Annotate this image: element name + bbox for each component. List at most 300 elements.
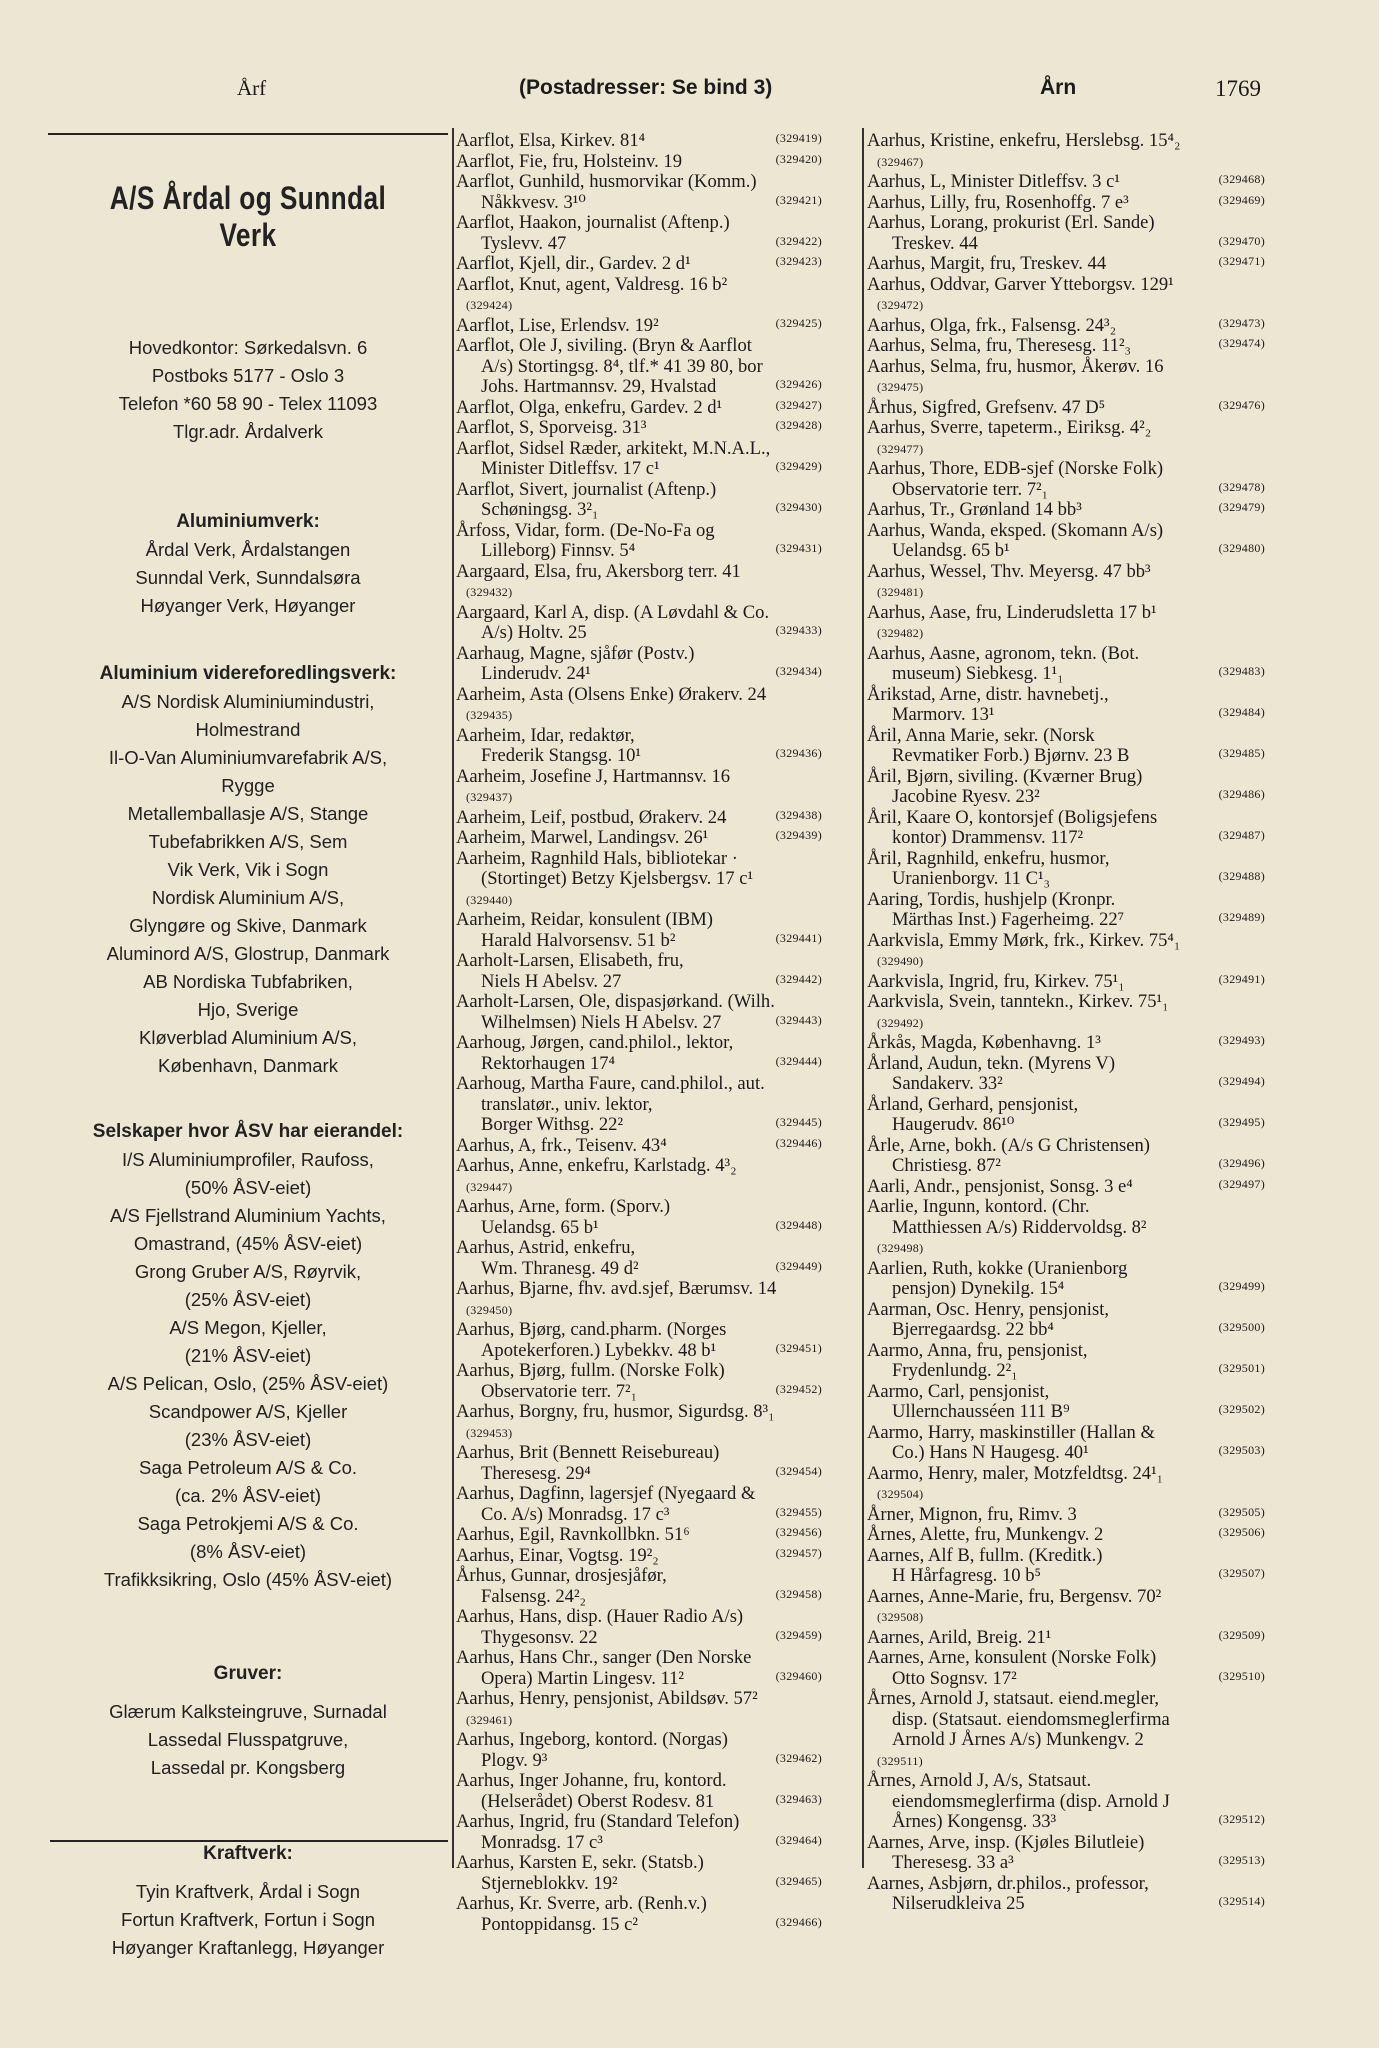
listing-entry bbox=[456, 418, 824, 439]
listing-continuation: Frydenlundg. 2²₁ bbox=[892, 1360, 1018, 1381]
ad-section-line: København, Danmark bbox=[158, 1055, 338, 1076]
listing-number: (329420) bbox=[775, 151, 822, 166]
listing-entry bbox=[456, 131, 824, 152]
listing-number: (329505) bbox=[1218, 1504, 1265, 1519]
listing-entry bbox=[456, 910, 824, 951]
listing-number: (329477) bbox=[877, 441, 924, 456]
listing-number: (329513) bbox=[1218, 1853, 1265, 1867]
listing-continuation: Theresesg. 29⁴ bbox=[481, 1462, 591, 1484]
listing-name: Aarhus, Sverre, tapeterm., Eiriksg. 4²₂ bbox=[867, 417, 1152, 438]
listing-name: Aarmo, Henry, maler, Motzfeldtsg. 24¹₁ bbox=[867, 1462, 1164, 1484]
listing-continuation: Niels H Abelsv. 27 bbox=[481, 970, 622, 992]
listing-number: (329438) bbox=[775, 807, 822, 822]
listing-name: Århus, Sigfred, Grefsenv. 47 D⁵ bbox=[867, 396, 1106, 418]
listing-name: Aarflot, Haakon, journalist (Aftenp.) bbox=[456, 212, 730, 233]
ad-section-line: Lassedal pr. Kongsberg bbox=[150, 1757, 346, 1778]
listing-name: Aarhus, Bjarne, fhv. avd.sjef, Bærumsv. 14 bbox=[456, 1278, 777, 1299]
listing-number: (329462) bbox=[775, 1750, 822, 1765]
listing-continuation: Ullernchausséen 111 B⁹ bbox=[892, 1401, 1070, 1422]
listing-entry bbox=[456, 1566, 824, 1607]
listing-name: Åril, Bjørn, siviling. (Kværner Brug) bbox=[867, 765, 1143, 787]
listing-number: (329465) bbox=[775, 1873, 822, 1888]
listing-entry bbox=[867, 1054, 1267, 1095]
listing-entry bbox=[456, 808, 824, 829]
listing-name: Aarnes, Asbjørn, dr.philos., professor, bbox=[867, 1872, 1149, 1894]
listing-number: (329480) bbox=[1218, 541, 1265, 555]
listing-number: (329425) bbox=[775, 315, 822, 330]
listing-number-line bbox=[867, 623, 1267, 644]
listing-continuation: kontor) Drammensv. 117² bbox=[892, 827, 1084, 848]
listing-number: (329485) bbox=[1218, 746, 1265, 760]
listing-name: Aarhus, Bjørg, fullm. (Norske Folk) bbox=[456, 1360, 725, 1381]
listing-entry bbox=[456, 726, 824, 767]
listing-name: Aarhus, Ingrid, fru (Standard Telefon) bbox=[456, 1811, 740, 1832]
listing-entry bbox=[456, 398, 824, 419]
listing-entry bbox=[867, 1259, 1267, 1300]
listing-continuation: Uelandsg. 65 b¹ bbox=[892, 540, 1010, 561]
listing-number: (329498) bbox=[877, 1241, 924, 1255]
listing-number: (329451) bbox=[775, 1340, 822, 1355]
listing-continuation: Johs. Hartmannsv. 29, Hvalstad bbox=[481, 376, 717, 397]
listing-entry bbox=[867, 193, 1267, 214]
listing-name: Aargaard, Karl A, disp. (A Løvdahl & Co. bbox=[456, 601, 770, 623]
ad-section bbox=[48, 508, 448, 620]
listing-entry bbox=[867, 1177, 1267, 1198]
listing-number-line bbox=[456, 1710, 824, 1731]
listing-entry bbox=[867, 357, 1267, 398]
listing-number: (329441) bbox=[775, 930, 822, 945]
listing-number-line bbox=[456, 890, 824, 911]
listing-number: (329482) bbox=[877, 626, 924, 640]
listing-number-line bbox=[456, 1300, 824, 1321]
ad-section-heading: Selskaper hvor ÅSV har eierandel: bbox=[92, 1121, 404, 1142]
listing-entry bbox=[456, 1033, 824, 1074]
listing-continuation: (Helserådet) Oberst Rodesv. 81 bbox=[481, 1790, 715, 1812]
listing-name: Aarhus, Kristine, enkefru, Herslebsg. 15⁴₂ bbox=[867, 130, 1181, 151]
listing-number: (329429) bbox=[775, 459, 822, 473]
listing-number: (329474) bbox=[1218, 336, 1265, 350]
listing-number: (329493) bbox=[1218, 1033, 1265, 1047]
ad-sections bbox=[48, 508, 448, 1962]
listing-continuation: Sandakerv. 33² bbox=[892, 1073, 1003, 1094]
listing-name: Aarhus, Einar, Vogtsg. 19²₂ bbox=[456, 1544, 659, 1566]
listing-number: (329448) bbox=[775, 1217, 822, 1232]
listing-continuation: Frederik Stangsg. 10¹ bbox=[481, 745, 641, 766]
listing-name: Aarflot, Sidsel Ræder, arkitekt, M.N.A.L., bbox=[456, 437, 771, 459]
listing-entry bbox=[456, 480, 824, 521]
listing-number: (329467) bbox=[877, 154, 924, 169]
listing-entry bbox=[456, 1279, 824, 1320]
header-center: (Postadresser: Se bind 3) bbox=[519, 76, 773, 99]
listing-number: (329512) bbox=[1218, 1812, 1265, 1826]
listing-name: Aarheim, Ragnhild Hals, bibliotekar · bbox=[456, 847, 738, 869]
listing-number-line bbox=[867, 1238, 1267, 1259]
ad-section-line: Holmestrand bbox=[195, 719, 301, 740]
ad-section-line: Rygge bbox=[221, 775, 275, 796]
listing-name: Aarlie, Ingunn, kontord. (Chr. bbox=[867, 1196, 1090, 1217]
listing-entry bbox=[867, 418, 1267, 459]
listing-name: Aarnes, Arild, Breig. 21¹ bbox=[867, 1626, 1052, 1648]
listing-number: (329456) bbox=[775, 1525, 822, 1539]
listing-continuation: Jacobine Ryesv. 23² bbox=[892, 786, 1040, 807]
listing-entry bbox=[867, 562, 1267, 603]
listing-name: Aaring, Tordis, hushjelp (Kronpr. bbox=[867, 888, 1116, 910]
listing-number: (329421) bbox=[775, 192, 822, 207]
listing-entry bbox=[456, 336, 824, 398]
listing-number: (329501) bbox=[1218, 1361, 1265, 1375]
listing-entry bbox=[456, 685, 824, 726]
listing-number: (329478) bbox=[1218, 479, 1265, 494]
listing-number-line bbox=[867, 152, 1267, 173]
listing-continuation: Wilhelmsen) Niels H Abelsv. 27 bbox=[481, 1011, 722, 1033]
listing-continuation: Harald Halvorsensv. 51 b² bbox=[481, 929, 676, 951]
listing-entry bbox=[456, 1361, 824, 1402]
listing-entry bbox=[867, 1525, 1267, 1546]
listing-number: (329476) bbox=[1218, 397, 1265, 412]
listing-name: Aarhus, Wanda, eksped. (Skomann A/s) bbox=[867, 519, 1164, 541]
listing-number: (329447) bbox=[466, 1179, 513, 1194]
listing-continuation: Tyslevv. 47 bbox=[481, 232, 567, 254]
listing-entry bbox=[456, 1607, 824, 1648]
ad-title: A/S Årdal og Sunndal Verk bbox=[109, 180, 387, 253]
listing-continuation: Christiesg. 87² bbox=[892, 1155, 1001, 1176]
listing-name: Aarhus, Thore, EDB-sjef (Norske Folk) bbox=[867, 458, 1164, 479]
ad-section-line: Omastrand, (45% ÅSV-eiet) bbox=[133, 1233, 363, 1254]
listing-number: (329455) bbox=[775, 1504, 822, 1519]
listing-name: Aarhaug, Magne, sjåfør (Postv.) bbox=[456, 642, 695, 664]
listing-number: (329440) bbox=[466, 892, 513, 907]
listing-continuation: Årnes) Kongensg. 33³ bbox=[892, 1811, 1057, 1832]
ad-section-line: Saga Petroleum A/S & Co. bbox=[138, 1457, 357, 1478]
column-divider-left bbox=[452, 128, 454, 1868]
header-rule bbox=[48, 133, 448, 135]
listing-entry bbox=[867, 336, 1267, 357]
listing-number: (329466) bbox=[775, 1914, 822, 1929]
listing-name: Aarheim, Josefine J, Hartmannsv. 16 bbox=[456, 765, 731, 787]
listing-continuation: Schøningsg. 3²₁ bbox=[481, 499, 599, 520]
listing-name: Årikstad, Arne, distr. havnebetj., bbox=[867, 683, 1109, 705]
listing-name: Aarflot, Kjell, dir., Gardev. 2 d¹ bbox=[456, 253, 691, 274]
listing-continuation: A/s) Holtv. 25 bbox=[481, 622, 587, 643]
listing-name: Aarflot, Ole J, siviling. (Bryn & Aarflot bbox=[456, 335, 752, 356]
ad-contact-line: Postboks 5177 - Oslo 3 bbox=[151, 365, 345, 386]
ad-section-heading: Gruver: bbox=[213, 1663, 283, 1684]
listing-name: Årland, Gerhard, pensjonist, bbox=[867, 1093, 1079, 1115]
ad-contact-line: Telefon *60 58 90 - Telex 11093 bbox=[118, 393, 378, 414]
listing-number: (329423) bbox=[775, 254, 822, 268]
listing-number: (329437) bbox=[466, 790, 513, 804]
listing-number: (329492) bbox=[877, 1015, 924, 1030]
listing-column-2 bbox=[867, 131, 1267, 1915]
listing-continuation: Uelandsg. 65 b¹ bbox=[481, 1216, 599, 1238]
listing-number: (329508) bbox=[877, 1610, 924, 1624]
listing-number: (329427) bbox=[775, 397, 822, 412]
page-number: 1769 bbox=[1215, 76, 1261, 101]
listing-entry bbox=[867, 1136, 1267, 1177]
listing-entry bbox=[867, 316, 1267, 337]
ad-section-line: Fortun Kraftverk, Fortun i Sogn bbox=[121, 1909, 375, 1930]
listing-entry bbox=[456, 1484, 824, 1525]
listing-number-line bbox=[456, 787, 824, 808]
ad-section-line: Metallemballasje A/S, Stange bbox=[127, 803, 369, 824]
listing-number: (329460) bbox=[775, 1668, 822, 1683]
listing-continuation: Arnold J Årnes A/s) Munkengv. 2 bbox=[892, 1729, 1144, 1750]
listing-number: (329494) bbox=[1218, 1074, 1265, 1088]
listing-name: Aarkvisla, Emmy Mørk, frk., Kirkev. 75⁴₁ bbox=[867, 929, 1181, 951]
header-left-word: Årf bbox=[237, 76, 267, 100]
listing-entry bbox=[456, 1525, 824, 1546]
listing-entry bbox=[867, 767, 1267, 808]
listing-continuation: H Hårfagresg. 10 b⁵ bbox=[892, 1565, 1041, 1586]
listing-number: (329444) bbox=[775, 1053, 822, 1068]
listing-number: (329504) bbox=[877, 1487, 924, 1501]
listing-entry bbox=[867, 254, 1267, 275]
listing-number-line bbox=[867, 1751, 1267, 1772]
listing-entry bbox=[867, 213, 1267, 254]
listing-number: (329442) bbox=[775, 971, 822, 986]
listing-name: Årnes, Arnold J, statsaut. eiend.megler, bbox=[867, 1688, 1160, 1709]
listing-number: (329473) bbox=[1218, 315, 1265, 330]
listing-number: (329489) bbox=[1218, 910, 1265, 924]
listing-entry bbox=[867, 1628, 1267, 1649]
listing-entry bbox=[867, 275, 1267, 316]
listing-name: Årnes, Alette, fru, Munkengv. 2 bbox=[867, 1524, 1104, 1545]
listing-continuation: eiendomsmeglerfirma (disp. Arnold J bbox=[892, 1790, 1170, 1812]
listing-entry bbox=[867, 992, 1267, 1033]
listing-number: (329454) bbox=[775, 1463, 822, 1478]
listing-continuation: A/s) Stortingsg. 8⁴, tlf.* 41 39 80, bor bbox=[481, 355, 763, 377]
listing-entry bbox=[456, 521, 824, 562]
listing-number: (329426) bbox=[775, 377, 822, 391]
ad-section-line: Høyanger Verk, Høyanger bbox=[140, 595, 356, 616]
listing-number: (329472) bbox=[877, 298, 924, 312]
listing-continuation: (Stortinget) Betzy Kjelsbergsv. 17 c¹ bbox=[481, 868, 754, 889]
listing-name: Aarheim, Idar, redaktør, bbox=[456, 724, 635, 746]
listing-entry bbox=[456, 439, 824, 480]
listing-name: Aarhus, Aasne, agronom, tekn. (Bot. bbox=[867, 642, 1140, 664]
listing-number: (329443) bbox=[775, 1012, 822, 1027]
listing-number: (329470) bbox=[1218, 233, 1265, 248]
ad-bottom-rule bbox=[50, 1840, 448, 1842]
listing-number: (329433) bbox=[775, 623, 822, 637]
listing-continuation: Linderudv. 24¹ bbox=[481, 663, 591, 684]
listing-continuation: Nilserudkleiva 25 bbox=[892, 1893, 1025, 1914]
listing-name: Aarhus, Tr., Grønland 14 bb³ bbox=[867, 499, 1082, 520]
listing-number: (329435) bbox=[466, 708, 513, 722]
listing-continuation: Thygesonsv. 22 bbox=[481, 1626, 598, 1648]
listing-entry bbox=[867, 1464, 1267, 1505]
listing-entry bbox=[867, 1587, 1267, 1628]
listing-number: (329461) bbox=[466, 1712, 513, 1727]
listing-number: (329445) bbox=[775, 1115, 822, 1129]
listing-name: Aarhus, Hans, disp. (Hauer Radio A/s) bbox=[456, 1606, 744, 1627]
listing-number-line bbox=[456, 582, 824, 603]
ad-section-line: Glærum Kalksteingruve, Surnadal bbox=[109, 1701, 387, 1722]
listing-name: Aarhus, L, Minister Ditleffsv. 3 c¹ bbox=[867, 171, 1120, 192]
listing-continuation: Nåkkvesv. 3¹⁰ bbox=[481, 191, 586, 213]
listing-entry bbox=[867, 459, 1267, 500]
listing-name: Aarhus, Anne, enkefru, Karlstadg. 4³₂ bbox=[456, 1155, 737, 1176]
ad-section bbox=[48, 1840, 448, 1962]
listing-number: (329488) bbox=[1218, 869, 1265, 883]
listing-entry bbox=[867, 1423, 1267, 1464]
listing-entry bbox=[867, 1382, 1267, 1423]
listing-name: Årfoss, Vidar, form. (De-No-Fa og bbox=[456, 519, 715, 541]
listing-number: (329431) bbox=[775, 541, 822, 555]
listing-entry bbox=[456, 1730, 824, 1771]
listing-entry bbox=[867, 1197, 1267, 1259]
ad-section-line: Høyanger Kraftanlegg, Høyanger bbox=[111, 1937, 385, 1958]
ad-section-heading: Aluminium videreforedlingsverk: bbox=[99, 663, 397, 684]
ad-section-line: Tyin Kraftverk, Årdal i Sogn bbox=[135, 1881, 361, 1902]
listing-entry bbox=[867, 1648, 1267, 1689]
ad-section-line: (50% ÅSV-eiet) bbox=[184, 1177, 312, 1198]
listing-entry bbox=[456, 951, 824, 992]
listing-entry bbox=[456, 1156, 824, 1197]
listing-number: (329490) bbox=[877, 954, 924, 968]
listing-name: Aarhus, Olga, frk., Falsensg. 24³₂ bbox=[867, 314, 1117, 336]
listing-name: Aarnes, Arve, insp. (Kjøles Bilutleie) bbox=[867, 1831, 1145, 1853]
listing-entry bbox=[456, 1402, 824, 1443]
listing-number: (329481) bbox=[877, 585, 924, 599]
listing-number: (329506) bbox=[1218, 1525, 1265, 1539]
listing-entry bbox=[867, 890, 1267, 931]
listing-name: Aarlien, Ruth, kokke (Uranienborg bbox=[867, 1257, 1128, 1279]
listing-name: Aarheim, Marwel, Landingsv. 26¹ bbox=[456, 827, 709, 848]
listing-name: Aarholt-Larsen, Ole, dispasjørkand. (Wilh. bbox=[456, 991, 775, 1012]
listing-name: Aarhus, Bjørg, cand.pharm. (Norges bbox=[456, 1319, 727, 1340]
ad-section-line: Aluminord A/S, Glostrup, Danmark bbox=[106, 943, 390, 964]
listing-continuation: Theresesg. 33 a³ bbox=[892, 1852, 1014, 1873]
listing-entry bbox=[456, 828, 824, 849]
listing-name: Aarflot, Olga, enkefru, Gardev. 2 d¹ bbox=[456, 396, 723, 418]
listing-entry bbox=[456, 644, 824, 685]
listing-number: (329446) bbox=[775, 1135, 822, 1150]
listing-entry bbox=[456, 562, 824, 603]
listing-number-line bbox=[456, 295, 824, 316]
listing-number: (329475) bbox=[877, 380, 924, 394]
listing-continuation: Rektorhaugen 17⁴ bbox=[481, 1052, 616, 1074]
listing-name: Aarheim, Reidar, konsulent (IBM) bbox=[456, 909, 713, 930]
listing-number-line bbox=[867, 377, 1267, 398]
listing-name: Aarholt-Larsen, Elisabeth, fru, bbox=[456, 950, 684, 971]
ad-section-line: Sunndal Verk, Sunndalsøra bbox=[135, 567, 361, 588]
listing-continuation: Observatorie terr. 7²₁ bbox=[481, 1380, 638, 1402]
listing-number: (329468) bbox=[1218, 172, 1265, 186]
listing-entry bbox=[867, 849, 1267, 890]
listing-entry bbox=[867, 1546, 1267, 1587]
listing-continuation: Revmatiker Forb.) Bjørnv. 23 B bbox=[892, 745, 1130, 766]
ad-section-line: Årdal Verk, Årdalstangen bbox=[145, 539, 351, 560]
ad-section bbox=[48, 660, 448, 1080]
listing-name: Aarhus, Selma, fru, husmor, Åkerøv. 16 bbox=[867, 355, 1164, 377]
listing-continuation: Minister Ditleffsv. 17 c¹ bbox=[481, 458, 660, 479]
listing-name: Aarmo, Carl, pensjonist, bbox=[867, 1380, 1050, 1402]
listing-entry bbox=[456, 1689, 824, 1730]
listing-number: (329487) bbox=[1218, 828, 1265, 842]
listing-entry bbox=[456, 275, 824, 316]
listing-number-line bbox=[867, 295, 1267, 316]
listing-continuation: Marmorv. 13¹ bbox=[892, 704, 995, 725]
listing-number-line bbox=[867, 439, 1267, 460]
listing-number: (329452) bbox=[775, 1381, 822, 1396]
listing-column-1 bbox=[456, 131, 824, 1935]
listing-name: Aargaard, Elsa, fru, Akersborg terr. 41 bbox=[456, 560, 741, 582]
ad-section bbox=[48, 1118, 448, 1594]
listing-entry bbox=[456, 1853, 824, 1894]
ad-section-line: (8% ÅSV-eiet) bbox=[189, 1541, 307, 1562]
ad-section-heading: Aluminiumverk: bbox=[176, 511, 320, 532]
ad-section-line: Grong Gruber A/S, Røyrvik, bbox=[134, 1261, 362, 1282]
listing-name: Aarflot, Fie, fru, Holsteinv. 19 bbox=[456, 150, 683, 172]
listing-name: Aarheim, Leif, postbud, Ørakerv. 24 bbox=[456, 806, 727, 828]
listing-name: Aarhus, Hans Chr., sanger (Den Norske bbox=[456, 1647, 752, 1668]
listing-continuation: disp. (Statsaut. eiendomsmeglerfirma bbox=[892, 1708, 1170, 1730]
listing-entry bbox=[867, 398, 1267, 419]
ad-section-line: Lassedal Flusspatgruve, bbox=[147, 1729, 349, 1750]
listing-number: (329514) bbox=[1218, 1894, 1265, 1908]
listing-continuation: Co. A/s) Monradsg. 17 c³ bbox=[481, 1503, 670, 1525]
listing-name: Aarhus, A, frk., Teisenv. 43⁴ bbox=[456, 1134, 667, 1156]
listing-name: Aarhoug, Jørgen, cand.philol., lektor, bbox=[456, 1032, 734, 1053]
listing-name: Aarhus, Dagfinn, lagersjef (Nyegaard & bbox=[456, 1483, 756, 1504]
listing-entry bbox=[867, 1095, 1267, 1136]
ad-section-line: Tubefabrikken A/S, Sem bbox=[148, 831, 348, 852]
listing-number: (329432) bbox=[466, 585, 513, 599]
ad-section-line: Trafikksikring, Oslo (45% ÅSV-eiet) bbox=[103, 1569, 393, 1590]
listing-number: (329497) bbox=[1218, 1176, 1265, 1191]
ad-section-line: A/S Megon, Kjeller, bbox=[169, 1317, 327, 1338]
ad-section-heading: Kraftverk: bbox=[203, 1843, 293, 1864]
listing-entry bbox=[867, 1033, 1267, 1054]
listing-number-line bbox=[456, 1177, 824, 1198]
listing-entry bbox=[867, 685, 1267, 726]
listing-name: Aarhus, Lilly, fru, Rosenhoffg. 7 e³ bbox=[867, 191, 1129, 213]
listing-entry bbox=[867, 1341, 1267, 1382]
listing-number: (329495) bbox=[1218, 1115, 1265, 1129]
listing-number-line bbox=[456, 705, 824, 726]
listing-entry bbox=[867, 131, 1267, 172]
listing-name: Åril, Anna Marie, sekr. (Norsk bbox=[867, 724, 1095, 746]
listing-number: (329439) bbox=[775, 828, 822, 842]
listing-number: (329500) bbox=[1218, 1320, 1265, 1334]
listing-number: (329496) bbox=[1218, 1156, 1265, 1170]
ad-section-line: Saga Petrokjemi A/S & Co. bbox=[137, 1513, 359, 1534]
listing-name: Aarnes, Arne, konsulent (Norske Folk) bbox=[867, 1647, 1157, 1668]
listing-name: Aarmo, Harry, maskinstiller (Hallan & bbox=[867, 1421, 1155, 1443]
ad-contact-line: Hovedkontor: Sørkedalsvn. 6 bbox=[128, 337, 368, 358]
listing-entry bbox=[867, 603, 1267, 644]
listing-continuation: Otto Sognsv. 17² bbox=[892, 1667, 1017, 1689]
listing-number-line bbox=[867, 1484, 1267, 1505]
listing-number: (329424) bbox=[466, 298, 513, 312]
listing-name: Århus, Gunnar, drosjesjåfør, bbox=[456, 1565, 667, 1586]
listing-name: Aarhus, Wessel, Thv. Meyersg. 47 bb³ bbox=[867, 560, 1151, 582]
ad-section-line: Scandpower A/S, Kjeller bbox=[148, 1401, 348, 1422]
listing-entry bbox=[456, 316, 824, 337]
listing-number: (329491) bbox=[1218, 971, 1265, 986]
listing-entry bbox=[456, 172, 824, 213]
listing-name: Aarhus, Oddvar, Garver Ytteborgsv. 129¹ bbox=[867, 273, 1174, 295]
ad-section-line: AB Nordiska Tubfabriken, bbox=[143, 971, 353, 992]
listing-number-line bbox=[867, 1013, 1267, 1034]
listing-number: (329509) bbox=[1218, 1627, 1265, 1642]
listing-name: Aarhus, Margit, fru, Treskev. 44 bbox=[867, 253, 1107, 274]
listing-name: Årle, Arne, bokh. (A/s G Christensen) bbox=[867, 1134, 1150, 1156]
ad-section-line: Nordisk Aluminium A/S, bbox=[151, 887, 345, 908]
listing-entry bbox=[456, 152, 824, 173]
listing-entry bbox=[867, 500, 1267, 521]
